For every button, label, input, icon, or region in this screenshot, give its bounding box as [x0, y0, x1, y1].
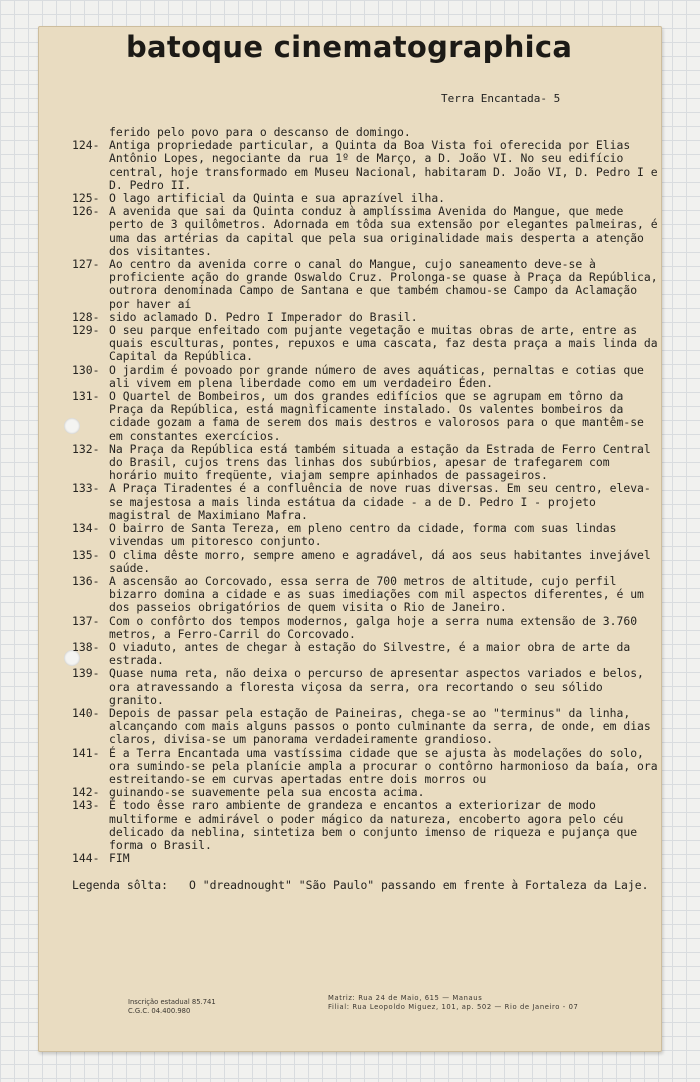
document-sheet: [38, 26, 662, 1052]
script-entry: [72, 852, 658, 865]
script-body: [72, 126, 658, 893]
script-entry: [72, 258, 658, 311]
footer-state-registration: Inscrição estadual 85.741: [128, 998, 216, 1006]
entry-text: O bairro de Santa Tereza, em pleno centro da cidade, forma com suas lindas vivendas um pitoresco conjunto.: [109, 521, 617, 549]
script-entry: [72, 707, 658, 747]
entry-number: 132-: [72, 441, 100, 456]
legend-label: Legenda sôlta:: [72, 878, 169, 893]
entry-number: 125-: [72, 191, 100, 206]
entry-list: [72, 139, 658, 865]
entry-number: 133-: [72, 481, 100, 496]
script-entry: [72, 641, 658, 667]
entry-text: Antiga propriedade particular, a Quinta da Boa Vista foi oferecida por Elias Antônio Lopes, negociante da rua 1º de Março, a D. João VI. No seu edifício central, hoje transformado em Museu Nacional, habitaram D. João VI, D. Pedro I e D. Pedro II.: [109, 138, 658, 192]
entry-number: 141-: [72, 745, 100, 760]
entry-text: A Praça Tiradentes é a confluência de nove ruas diversas. Em seu centro, eleva-se majestosa a mais linda estátua da cidade - a de D. Pedro I - projeto magistral de Maximiano Mafra.: [109, 481, 651, 522]
script-entry: [72, 324, 658, 364]
entry-number: 126-: [72, 204, 100, 219]
entry-number: 143-: [72, 798, 100, 813]
script-entry: [72, 482, 658, 522]
entry-number: 127-: [72, 257, 100, 272]
entry-number: 130-: [72, 362, 100, 377]
entry-number: 134-: [72, 521, 100, 536]
entry-text: A ascensão ao Corcovado, essa serra de 700 metros de altitude, cujo perfil bizarro domina a cidade e as suas imediações com mil aspectos diferentes, é um dos passeios obrigatórios de quem visita o Rio de Janeiro.: [109, 573, 644, 615]
script-entry: [72, 364, 658, 390]
script-entry: [72, 575, 658, 615]
entry-number: 140-: [72, 705, 100, 720]
entry-text: O jardim é povoado por grande número de aves aquáticas, pernaltas e cotias que ali vivem em plena liberdade como em um verdadeiro Éden.: [109, 362, 644, 390]
entry-text: Ao centro da avenida corre o canal do Mangue, cujo saneamento deve-se à proficiente ação do grande Oswaldo Cruz. Prolonga-se quase à Praça da República, outrora denominada Campo de Santana e que também chamou-se Campo da Aclamação por haver aí: [109, 257, 658, 311]
script-entry: [72, 205, 658, 258]
entry-number: 128-: [72, 309, 100, 324]
entry-text: Com o confôrto dos tempos modernos, galga hoje a serra numa extensão de 3.760 metros, a Ferro-Carril do Corcovado.: [109, 613, 638, 641]
script-entry: [72, 139, 658, 192]
script-entry: [72, 747, 658, 787]
entry-text: guinando-se suavemente pela sua encosta acima.: [109, 785, 425, 800]
script-entry: [72, 667, 658, 707]
entry-number: 142-: [72, 785, 100, 800]
entry-text: sido aclamado D. Pedro I Imperador do Brasil.: [109, 309, 418, 324]
footer-registration: [128, 998, 216, 1015]
script-entry: [72, 799, 658, 852]
entry-text: Depois de passar pela estação de Paineiras, chega-se ao "terminus" da linha, alcançando com mais alguns passos o ponto culminante da serra, de onde, em dias claros, divisa-se um panorama verdadeiramente grandioso.: [109, 705, 651, 747]
footer-cgc: C.G.C. 04.400.980: [128, 1006, 191, 1015]
entry-text: O lago artificial da Quinta e sua aprazível ilha.: [109, 191, 446, 206]
entry-number: 136-: [72, 573, 100, 588]
footer-addresses: [328, 994, 578, 1011]
entry-text: O seu parque enfeitado com pujante vegetação e muitas obras de arte, entre as quais esculturas, pontes, repuxos e uma cascata, faz desta praça a mais linda da Capital da República.: [109, 323, 658, 364]
entry-number: 144-: [72, 851, 100, 866]
entry-text: É a Terra Encantada uma vastíssima cidade que se ajusta às modelações do solo, ora sumindo-se pela planície ampla a procurar o contôrno harmonioso da baía, ora estreitando-se em curvas apertadas entre dois morros ou: [109, 745, 658, 786]
footer-branch-office: Filial: Rua Leopoldo Miguez, 101, ap. 502 — Rio de Janeiro - 07: [328, 1002, 579, 1011]
entry-text: Quase numa reta, não deixa o percurso de apresentar aspectos variados e belos, ora atravessando a floresta viçosa da serra, ora recortando o seu sólido granito.: [109, 666, 644, 707]
script-entry: [72, 522, 658, 548]
entry-number: 138-: [72, 639, 100, 654]
entry-number: 139-: [72, 666, 100, 681]
script-entry: [72, 390, 658, 443]
script-entry: [72, 615, 658, 641]
script-entry: [72, 549, 658, 575]
entry-text: A avenida que sai da Quinta conduz à amplíssima Avenida do Mangue, que mede perto de 3 quilômetros. Adornada em tôda sua extensão por elegantes palmeiras, é uma das artérias da capital que pela sua originalidade mais desperta a atenção dos visitantes.: [109, 204, 658, 258]
letterhead-title: batoque cinematographica: [126, 30, 573, 64]
entry-number: 135-: [72, 547, 100, 562]
legend-block: [72, 879, 658, 892]
footer-head-office: Matriz: Rua 24 de Maio, 615 — Manaus: [328, 994, 483, 1002]
page-reference: Terra Encantada- 5: [441, 92, 561, 105]
entry-number: 129-: [72, 323, 100, 338]
script-entry: [72, 443, 658, 483]
entry-text: É todo êsse raro ambiente de grandeza e encantos a exteriorizar de modo multiforme e admirável o poder mágico da natureza, encoberto agora pelo céu delicado da neblina, sintetiza bem o conjunto imenso de riqueza e pujança que forma o Brasil.: [109, 798, 638, 852]
entry-number: 137-: [72, 613, 100, 628]
entry-text: O Quartel de Bombeiros, um dos grandes edifícios que se agrupam em tôrno da Praça da República, está magnìficamente instalado. Os valentes bombeiros da cidade gozam a fama de serem dos mais destros e valorosos para o que mantêm-se em constantes exercícios.: [109, 389, 644, 443]
legend-text: O "dreadnought" "São Paulo" passando em frente à Fortaleza da Laje.: [189, 878, 649, 893]
continued-line: ferido pelo povo para o descanso de domingo.: [109, 125, 411, 139]
entry-text: FIM: [109, 851, 130, 866]
entry-number: 131-: [72, 389, 100, 404]
entry-number: 124-: [72, 138, 100, 153]
entry-text: O viaduto, antes de chegar à estação do Silvestre, é a maior obra de arte da estrada.: [109, 639, 631, 668]
entry-text: Na Praça da República está também situada a estação da Estrada de Ferro Central do Brasil, cujos trens das linhas dos subúrbios, apesar de trafegarem com horário muito freqüente, viajam sempre apinhados de passageiros.: [109, 441, 651, 483]
entry-text: O clima dêste morro, sempre ameno e agradável, dá aos seus habitantes invejável saúde.: [109, 547, 651, 575]
